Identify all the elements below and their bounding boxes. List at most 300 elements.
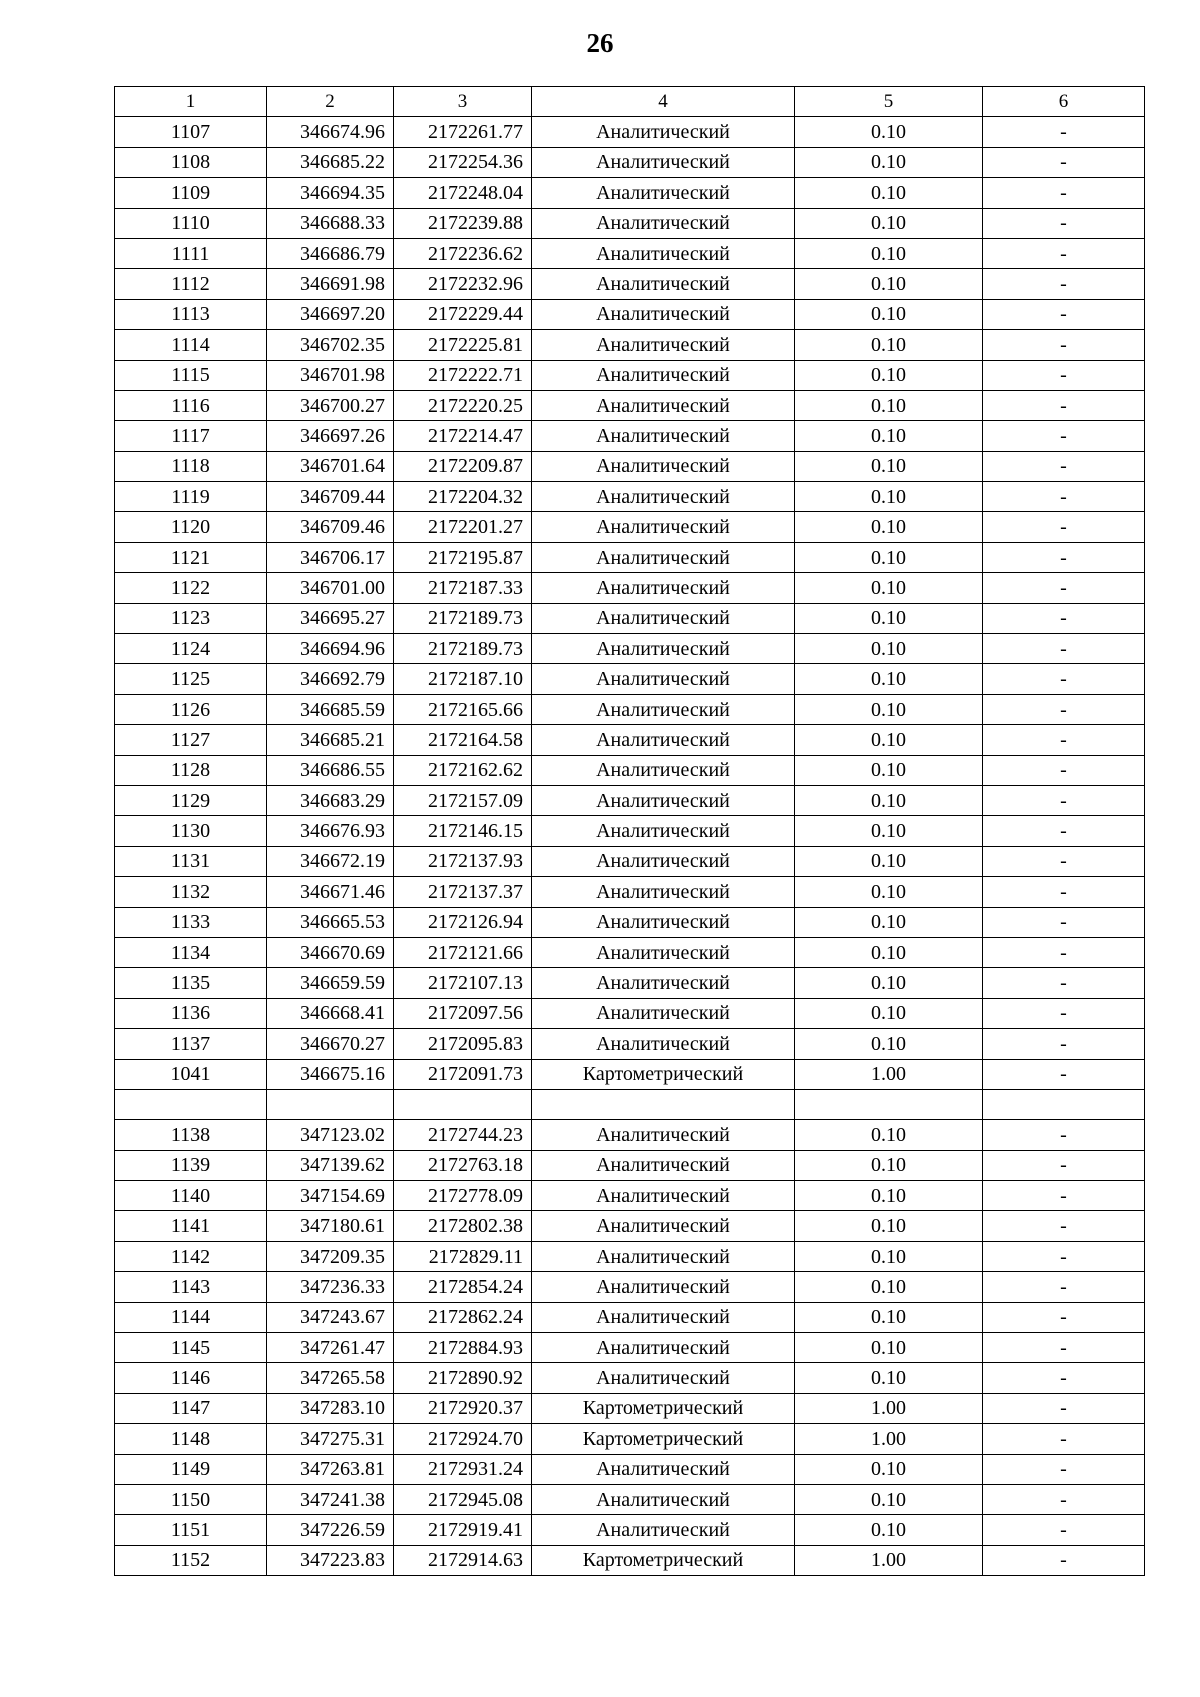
- table-cell: Аналитический: [532, 1302, 795, 1332]
- table-cell: 2172248.04: [394, 178, 532, 208]
- table-cell: 1134: [115, 937, 267, 967]
- table-cell: Аналитический: [532, 542, 795, 572]
- table-cell: 1140: [115, 1181, 267, 1211]
- table-cell: Аналитический: [532, 178, 795, 208]
- table-cell: 346694.96: [267, 634, 394, 664]
- table-cell: 2172162.62: [394, 755, 532, 785]
- table-cell: Аналитический: [532, 634, 795, 664]
- table-row: [115, 299, 1145, 329]
- table-cell: 2172232.96: [394, 269, 532, 299]
- coordinates-table: [114, 86, 1145, 1576]
- table-cell: 346697.20: [267, 299, 394, 329]
- table-cell: 346670.27: [267, 1029, 394, 1059]
- table-cell: 0.10: [795, 1515, 983, 1545]
- table-cell: -: [983, 1333, 1145, 1363]
- table-row: [115, 1302, 1145, 1332]
- table-cell: Аналитический: [532, 1363, 795, 1393]
- table-cell: 1148: [115, 1424, 267, 1454]
- table-row: [115, 785, 1145, 815]
- table-cell: 0.10: [795, 178, 983, 208]
- table-cell: Аналитический: [532, 421, 795, 451]
- table-cell: 347275.31: [267, 1424, 394, 1454]
- table-cell: -: [983, 998, 1145, 1028]
- table-cell: 2172854.24: [394, 1272, 532, 1302]
- table-cell: 347226.59: [267, 1515, 394, 1545]
- table-cell: -: [983, 482, 1145, 512]
- table-cell: -: [983, 1545, 1145, 1575]
- table-cell: -: [983, 816, 1145, 846]
- table-row: [115, 178, 1145, 208]
- table-cell: 2172187.10: [394, 664, 532, 694]
- table-cell: 346688.33: [267, 208, 394, 238]
- table-cell: 347241.38: [267, 1484, 394, 1514]
- table-cell: 1136: [115, 998, 267, 1028]
- table-cell: Аналитический: [532, 816, 795, 846]
- table-cell: 0.10: [795, 1484, 983, 1514]
- table-cell: 1150: [115, 1484, 267, 1514]
- table-cell: 2172829.11: [394, 1241, 532, 1271]
- table-cell: -: [983, 451, 1145, 481]
- table-cell: 346670.69: [267, 937, 394, 967]
- table-cell: -: [983, 937, 1145, 967]
- table-cell: Картометрический: [532, 1545, 795, 1575]
- table-cell: 2172236.62: [394, 238, 532, 268]
- table-cell: -: [983, 360, 1145, 390]
- table-cell: 346668.41: [267, 998, 394, 1028]
- table-cell: 347139.62: [267, 1150, 394, 1180]
- table-cell: 1110: [115, 208, 267, 238]
- table-cell: Аналитический: [532, 1333, 795, 1363]
- table-cell: 1149: [115, 1454, 267, 1484]
- table-cell: -: [983, 542, 1145, 572]
- table-cell: 0.10: [795, 299, 983, 329]
- table-cell: 0.10: [795, 451, 983, 481]
- table-cell: Аналитический: [532, 725, 795, 755]
- table-cell: 346686.79: [267, 238, 394, 268]
- table-cell: 2172126.94: [394, 907, 532, 937]
- table-cell: 1142: [115, 1241, 267, 1271]
- table-cell: 2172157.09: [394, 785, 532, 815]
- table-row: [115, 269, 1145, 299]
- table-row: [115, 1272, 1145, 1302]
- table-cell: 1152: [115, 1545, 267, 1575]
- table-cell: Аналитический: [532, 238, 795, 268]
- table-row: [115, 360, 1145, 390]
- table-cell: Аналитический: [532, 208, 795, 238]
- table-cell: 1151: [115, 1515, 267, 1545]
- table-cell: 347265.58: [267, 1363, 394, 1393]
- table-row: [115, 846, 1145, 876]
- table-cell: 346686.55: [267, 755, 394, 785]
- table-cell: 1145: [115, 1333, 267, 1363]
- table-cell: -: [983, 178, 1145, 208]
- table-cell: 2172924.70: [394, 1424, 532, 1454]
- table-row: [115, 877, 1145, 907]
- table-cell: -: [983, 634, 1145, 664]
- table-row: [115, 1424, 1145, 1454]
- table-cell: Аналитический: [532, 147, 795, 177]
- table-row: [115, 634, 1145, 664]
- table-cell: 0.10: [795, 998, 983, 1028]
- table-cell: 2172931.24: [394, 1454, 532, 1484]
- table-cell: 0.10: [795, 1029, 983, 1059]
- table-row: [115, 1515, 1145, 1545]
- table-cell: -: [983, 1272, 1145, 1302]
- table-row: [115, 542, 1145, 572]
- table-cell: 2172778.09: [394, 1181, 532, 1211]
- table-cell: 0.10: [795, 573, 983, 603]
- table-cell: 0.10: [795, 907, 983, 937]
- table-cell: [532, 1089, 795, 1119]
- table-row: [115, 603, 1145, 633]
- table-cell: Аналитический: [532, 1181, 795, 1211]
- table-cell: -: [983, 269, 1145, 299]
- table-cell: 2172209.87: [394, 451, 532, 481]
- table-cell: 346697.26: [267, 421, 394, 451]
- table-row: [115, 421, 1145, 451]
- table-cell: 2172204.32: [394, 482, 532, 512]
- table-cell: -: [983, 1484, 1145, 1514]
- table-cell: 2172261.77: [394, 117, 532, 147]
- table-cell: [115, 1089, 267, 1119]
- table-cell: Картометрический: [532, 1424, 795, 1454]
- table-cell: 2172229.44: [394, 299, 532, 329]
- table-cell: 2172164.58: [394, 725, 532, 755]
- table-cell: 2172220.25: [394, 390, 532, 420]
- table-cell: -: [983, 907, 1145, 937]
- page-number: 26: [586, 28, 614, 58]
- table-cell: 2172254.36: [394, 147, 532, 177]
- table-cell: 346701.98: [267, 360, 394, 390]
- table-cell: 346665.53: [267, 907, 394, 937]
- table-cell: Аналитический: [532, 1454, 795, 1484]
- table-cell: Аналитический: [532, 390, 795, 420]
- table-cell: 347261.47: [267, 1333, 394, 1363]
- table-cell: 0.10: [795, 1363, 983, 1393]
- table-cell: -: [983, 755, 1145, 785]
- table-cell: 1143: [115, 1272, 267, 1302]
- table-cell: 0.10: [795, 542, 983, 572]
- table-cell: 346685.59: [267, 694, 394, 724]
- table-cell: -: [983, 238, 1145, 268]
- table-row: [115, 390, 1145, 420]
- table-cell: 2172214.47: [394, 421, 532, 451]
- table-cell: 1138: [115, 1120, 267, 1150]
- table-cell: 1111: [115, 238, 267, 268]
- table-cell: 2172146.15: [394, 816, 532, 846]
- table-cell: -: [983, 694, 1145, 724]
- table-cell: 2172137.93: [394, 846, 532, 876]
- table-header-row: [115, 87, 1145, 117]
- table-cell: 0.10: [795, 785, 983, 815]
- table-cell: -: [983, 1424, 1145, 1454]
- table-row: [115, 937, 1145, 967]
- table-cell: -: [983, 1181, 1145, 1211]
- table-cell: -: [983, 573, 1145, 603]
- table-cell: 0.10: [795, 269, 983, 299]
- table-row: [115, 512, 1145, 542]
- table-row: [115, 117, 1145, 147]
- table-cell: 1.00: [795, 1393, 983, 1423]
- table-cell: -: [983, 208, 1145, 238]
- table-cell: Аналитический: [532, 512, 795, 542]
- table-cell: Аналитический: [532, 998, 795, 1028]
- table-cell: Аналитический: [532, 330, 795, 360]
- table-cell: 1139: [115, 1150, 267, 1180]
- table-cell: 0.10: [795, 330, 983, 360]
- table-row: [115, 1484, 1145, 1514]
- table-cell: 2172091.73: [394, 1059, 532, 1089]
- table-cell: Аналитический: [532, 1211, 795, 1241]
- table-cell: Аналитический: [532, 664, 795, 694]
- table-cell: Аналитический: [532, 360, 795, 390]
- table-cell: 1112: [115, 269, 267, 299]
- table-row: [115, 238, 1145, 268]
- table-cell: Аналитический: [532, 299, 795, 329]
- table-cell: Аналитический: [532, 1241, 795, 1271]
- table-cell: 1119: [115, 482, 267, 512]
- table-cell: 0.10: [795, 664, 983, 694]
- table-cell: 1132: [115, 877, 267, 907]
- table-cell: -: [983, 421, 1145, 451]
- table-cell: 0.10: [795, 634, 983, 664]
- table-cell: -: [983, 877, 1145, 907]
- table-cell: 0.10: [795, 512, 983, 542]
- table-row: [115, 755, 1145, 785]
- table-cell: 0.10: [795, 968, 983, 998]
- table-cell: [394, 1089, 532, 1119]
- table-cell: -: [983, 664, 1145, 694]
- table-cell: 0.10: [795, 421, 983, 451]
- table-cell: Аналитический: [532, 482, 795, 512]
- table-cell: Аналитический: [532, 907, 795, 937]
- table-cell: -: [983, 1059, 1145, 1089]
- table-cell: 1121: [115, 542, 267, 572]
- table-row: [115, 147, 1145, 177]
- table-cell: 2172187.33: [394, 573, 532, 603]
- table-cell: 0.10: [795, 360, 983, 390]
- table-cell: 0.10: [795, 1120, 983, 1150]
- table-cell: 0.10: [795, 238, 983, 268]
- table-cell: 0.10: [795, 1181, 983, 1211]
- table-cell: 347236.33: [267, 1272, 394, 1302]
- table-cell: 346691.98: [267, 269, 394, 299]
- table-cell: 2172165.66: [394, 694, 532, 724]
- column-header: 4: [532, 87, 795, 117]
- table-cell: 0.10: [795, 937, 983, 967]
- column-header: 3: [394, 87, 532, 117]
- table-cell: 1117: [115, 421, 267, 451]
- table-cell: 0.10: [795, 694, 983, 724]
- table-row: [115, 907, 1145, 937]
- table-cell: 347154.69: [267, 1181, 394, 1211]
- table-cell: Аналитический: [532, 1515, 795, 1545]
- table-cell: Аналитический: [532, 1150, 795, 1180]
- table-cell: -: [983, 846, 1145, 876]
- table-cell: -: [983, 603, 1145, 633]
- table-row: [115, 1393, 1145, 1423]
- table-cell: Аналитический: [532, 117, 795, 147]
- table-cell: -: [983, 1302, 1145, 1332]
- table-row: [115, 725, 1145, 755]
- table-cell: 0.10: [795, 117, 983, 147]
- table-cell: 1144: [115, 1302, 267, 1332]
- table-row: [115, 451, 1145, 481]
- table-row: [115, 1211, 1145, 1241]
- column-header: 5: [795, 87, 983, 117]
- table-cell: 0.10: [795, 1333, 983, 1363]
- table-row: [115, 1363, 1145, 1393]
- table-cell: -: [983, 1515, 1145, 1545]
- table-cell: 346674.96: [267, 117, 394, 147]
- table-row: [115, 1059, 1145, 1089]
- table-row: [115, 1333, 1145, 1363]
- table-cell: [267, 1089, 394, 1119]
- table-cell: -: [983, 968, 1145, 998]
- table-cell: 2172920.37: [394, 1393, 532, 1423]
- table-cell: 1135: [115, 968, 267, 998]
- table-cell: 0.10: [795, 1150, 983, 1180]
- table-row: [115, 1181, 1145, 1211]
- table-cell: 0.10: [795, 725, 983, 755]
- table-cell: 0.10: [795, 482, 983, 512]
- table-cell: 2172225.81: [394, 330, 532, 360]
- table-cell: Аналитический: [532, 877, 795, 907]
- table-cell: 1146: [115, 1363, 267, 1393]
- table-cell: 346672.19: [267, 846, 394, 876]
- table-cell: 1120: [115, 512, 267, 542]
- table-cell: 2172137.37: [394, 877, 532, 907]
- table-cell: 346702.35: [267, 330, 394, 360]
- table-cell: 2172802.38: [394, 1211, 532, 1241]
- table-cell: 0.10: [795, 877, 983, 907]
- table-cell: 1126: [115, 694, 267, 724]
- table-cell: 1116: [115, 390, 267, 420]
- table-cell: 0.10: [795, 1302, 983, 1332]
- table-cell: 2172862.24: [394, 1302, 532, 1332]
- table-cell: 346692.79: [267, 664, 394, 694]
- table-cell: 346700.27: [267, 390, 394, 420]
- table-cell: Аналитический: [532, 603, 795, 633]
- table-cell: 2172239.88: [394, 208, 532, 238]
- table-row: [115, 330, 1145, 360]
- table-cell: 2172945.08: [394, 1484, 532, 1514]
- table-cell: 1118: [115, 451, 267, 481]
- table-cell: 2172919.41: [394, 1515, 532, 1545]
- table-cell: Аналитический: [532, 937, 795, 967]
- table-cell: 2172107.13: [394, 968, 532, 998]
- table-cell: -: [983, 147, 1145, 177]
- table-row: [115, 968, 1145, 998]
- table-cell: 1125: [115, 664, 267, 694]
- table-cell: -: [983, 1393, 1145, 1423]
- table-cell: 346706.17: [267, 542, 394, 572]
- table-cell: 2172890.92: [394, 1363, 532, 1393]
- table-row: [115, 998, 1145, 1028]
- table-row: [115, 482, 1145, 512]
- table-cell: 2172201.27: [394, 512, 532, 542]
- table-cell: 0.10: [795, 1272, 983, 1302]
- table-cell: 1130: [115, 816, 267, 846]
- table-cell: 1123: [115, 603, 267, 633]
- table-cell: -: [983, 330, 1145, 360]
- column-header: 6: [983, 87, 1145, 117]
- table-cell: 347180.61: [267, 1211, 394, 1241]
- table-cell: 2172884.93: [394, 1333, 532, 1363]
- table-cell: [983, 1089, 1145, 1119]
- table-cell: 346675.16: [267, 1059, 394, 1089]
- table-cell: -: [983, 1241, 1145, 1271]
- table-cell: 346671.46: [267, 877, 394, 907]
- table-row: [115, 1150, 1145, 1180]
- table-cell: 1115: [115, 360, 267, 390]
- table-cell: [795, 1089, 983, 1119]
- table-row: [115, 664, 1145, 694]
- table-cell: Аналитический: [532, 785, 795, 815]
- table-cell: -: [983, 1363, 1145, 1393]
- table-row: [115, 573, 1145, 603]
- table-cell: 346701.64: [267, 451, 394, 481]
- table-cell: 2172763.18: [394, 1150, 532, 1180]
- table-cell: 0.10: [795, 1241, 983, 1271]
- table-cell: -: [983, 1150, 1145, 1180]
- table-cell: 346685.22: [267, 147, 394, 177]
- table-cell: 1147: [115, 1393, 267, 1423]
- table-cell: 0.10: [795, 816, 983, 846]
- table-cell: 1124: [115, 634, 267, 664]
- table-cell: 347283.10: [267, 1393, 394, 1423]
- table-row: [115, 816, 1145, 846]
- table-cell: -: [983, 299, 1145, 329]
- table-cell: 2172121.66: [394, 937, 532, 967]
- table-cell: -: [983, 1029, 1145, 1059]
- table-row: [115, 1241, 1145, 1271]
- table-cell: 347123.02: [267, 1120, 394, 1150]
- table-cell: 346659.59: [267, 968, 394, 998]
- table-cell: 346695.27: [267, 603, 394, 633]
- table-cell: Картометрический: [532, 1393, 795, 1423]
- table-cell: 0.10: [795, 846, 983, 876]
- table-cell: Аналитический: [532, 1120, 795, 1150]
- table-cell: 346709.44: [267, 482, 394, 512]
- table-cell: 1108: [115, 147, 267, 177]
- table-cell: 347243.67: [267, 1302, 394, 1332]
- table-cell: 2172914.63: [394, 1545, 532, 1575]
- table-cell: 1041: [115, 1059, 267, 1089]
- table-cell: 0.10: [795, 390, 983, 420]
- table-cell: -: [983, 1120, 1145, 1150]
- table-cell: -: [983, 390, 1145, 420]
- table-cell: -: [983, 512, 1145, 542]
- table-cell: Аналитический: [532, 1272, 795, 1302]
- table-cell: Аналитический: [532, 846, 795, 876]
- table-row: [115, 694, 1145, 724]
- table-cell: 1122: [115, 573, 267, 603]
- table-cell: 1107: [115, 117, 267, 147]
- table-cell: 0.10: [795, 208, 983, 238]
- table-cell: 1.00: [795, 1424, 983, 1454]
- table-cell: 2172195.87: [394, 542, 532, 572]
- table-row: [115, 1454, 1145, 1484]
- table-cell: 347263.81: [267, 1454, 394, 1484]
- column-header: 1: [115, 87, 267, 117]
- table-cell: Аналитический: [532, 1484, 795, 1514]
- table-cell: 346683.29: [267, 785, 394, 815]
- table-cell: 2172222.71: [394, 360, 532, 390]
- table-row: [115, 208, 1145, 238]
- table-cell: 1127: [115, 725, 267, 755]
- table-cell: -: [983, 117, 1145, 147]
